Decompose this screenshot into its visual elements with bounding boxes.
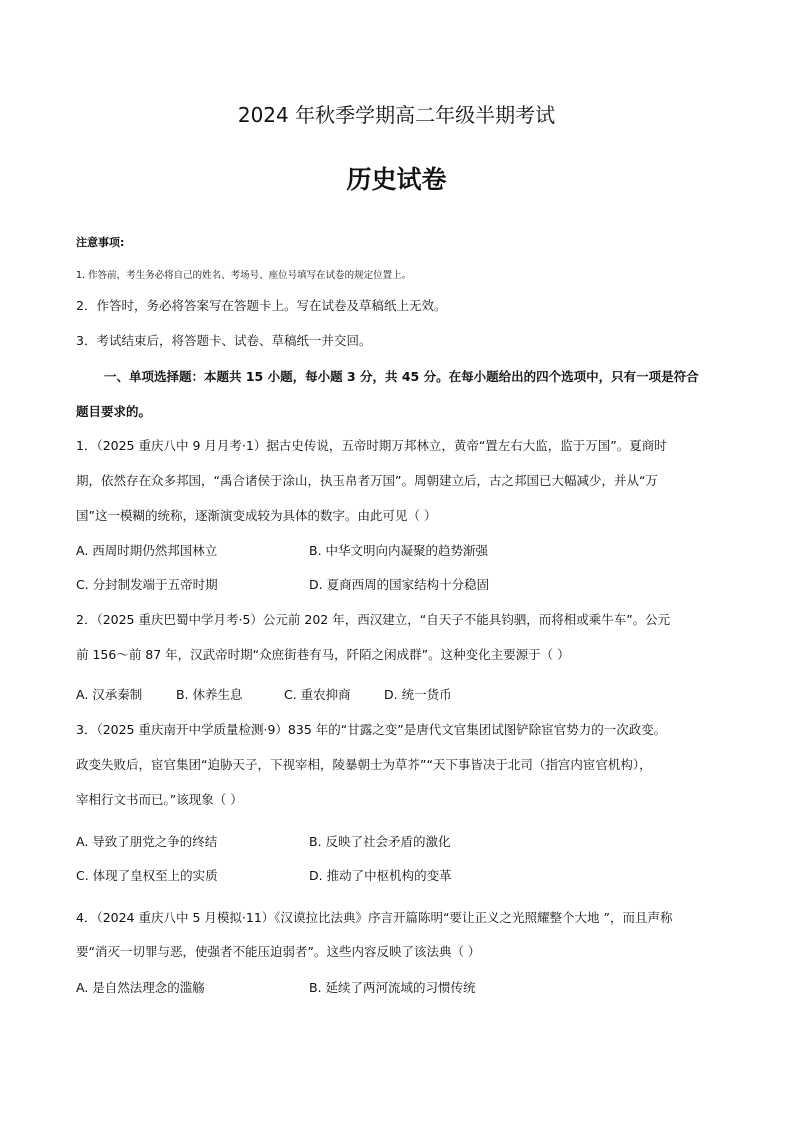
section-heading-cont: 题目要求的。 bbox=[76, 404, 152, 419]
notice-item: 3．考试结束后，将答题卡、试卷、草稿纸一并交回。 bbox=[76, 333, 372, 348]
notice-heading: 注意事项: bbox=[76, 236, 125, 249]
question-3-line: 3．（2025 重庆南开中学质量检测·9）835 年的“甘露之变”是唐代文官集团试图铲除宦官势力的一次政变。 bbox=[76, 722, 667, 737]
question-3-line: 政变失败后，宦官集团“迫胁天子，下视宰相，陵暴朝士为草芥”“天下事皆决于北司（指宫内宦官机构）， bbox=[76, 757, 652, 772]
question-3-option-b[interactable]: B. 反映了社会矛盾的激化 bbox=[309, 834, 451, 849]
section-heading: 一、单项选择题：本题共 15 小题，每小题 3 分，共 45 分。在每小题给出的四个选项中，只有一项是符合 bbox=[104, 369, 699, 384]
question-2-line: 2．（2025 重庆巴蜀中学月考·5）公元前 202 年，西汉建立，“自天子不能具钧驷，而将相或乘牛车”。公元 bbox=[76, 612, 671, 627]
question-4-option-a[interactable]: A. 是自然法理念的滥觞 bbox=[76, 980, 205, 995]
question-2-option-b[interactable]: B. 休养生息 bbox=[176, 687, 243, 702]
question-4-option-b[interactable]: B. 延续了两河流域的习惯传统 bbox=[309, 980, 476, 995]
question-4-line: 要“消灭一切罪与恶，使强者不能压迫弱者”。这些内容反映了该法典（ ） bbox=[76, 944, 481, 959]
question-2-option-a[interactable]: A. 汉承秦制 bbox=[76, 687, 143, 702]
question-1-option-a[interactable]: A. 西周时期仍然邦国林立 bbox=[76, 543, 218, 558]
exam-title: 2024 年秋季学期高二年级半期考试 bbox=[237, 103, 556, 127]
notice-item: 2．作答时，务必将答案写在答题卡上。写在试卷及草稿纸上无效。 bbox=[76, 298, 447, 313]
subject-title: 历史试卷 bbox=[346, 165, 447, 194]
question-2-line: 前 156～前 87 年，汉武帝时期“众庶街巷有马，阡陌之闲成群”。这种变化主要源于（ ） bbox=[76, 647, 570, 662]
question-3-option-d[interactable]: D. 推动了中枢机构的变革 bbox=[309, 868, 452, 883]
question-4-line: 4．（2024 重庆八中 5 月模拟·11）《汉谟拉比法典》序言开篇陈明“要让正义之光照耀整个大地 ”，而且声称 bbox=[76, 910, 673, 925]
question-3-option-a[interactable]: A. 导致了朋党之争的终结 bbox=[76, 834, 218, 849]
question-1-line: 期，依然存在众多邦国，“禹合诸侯于涂山，执玉帛者万国”。周朝建立后，古之邦国已大幅减少，并从“万 bbox=[76, 473, 658, 488]
question-1-line: 1．（2025 重庆八中 9 月月考·1）据古史传说，五帝时期万邦林立，黄帝“置左右大监，监于万国”。夏商时 bbox=[76, 438, 667, 453]
question-1-option-b[interactable]: B. 中华文明向内凝聚的趋势渐强 bbox=[309, 543, 489, 558]
question-1-line: 国”这一模糊的统称，逐渐演变成较为具体的数字。由此可见（ ） bbox=[76, 508, 437, 523]
question-1-option-c[interactable]: C. 分封制发端于五帝时期 bbox=[76, 577, 218, 592]
notice-item: 1. 作答前，考生务必将自己的姓名、考场号、座位号填写在试卷的规定位置上。 bbox=[76, 270, 412, 281]
question-2-option-c[interactable]: C. 重农抑商 bbox=[284, 687, 351, 702]
question-3-option-c[interactable]: C. 体现了皇权至上的实质 bbox=[76, 868, 218, 883]
question-3-line: 宰相行文书而已。”该现象（ ） bbox=[76, 792, 243, 807]
question-2-option-d[interactable]: D. 统一货币 bbox=[384, 687, 452, 702]
question-1-option-d[interactable]: D. 夏商西周的国家结构十分稳固 bbox=[309, 577, 490, 592]
